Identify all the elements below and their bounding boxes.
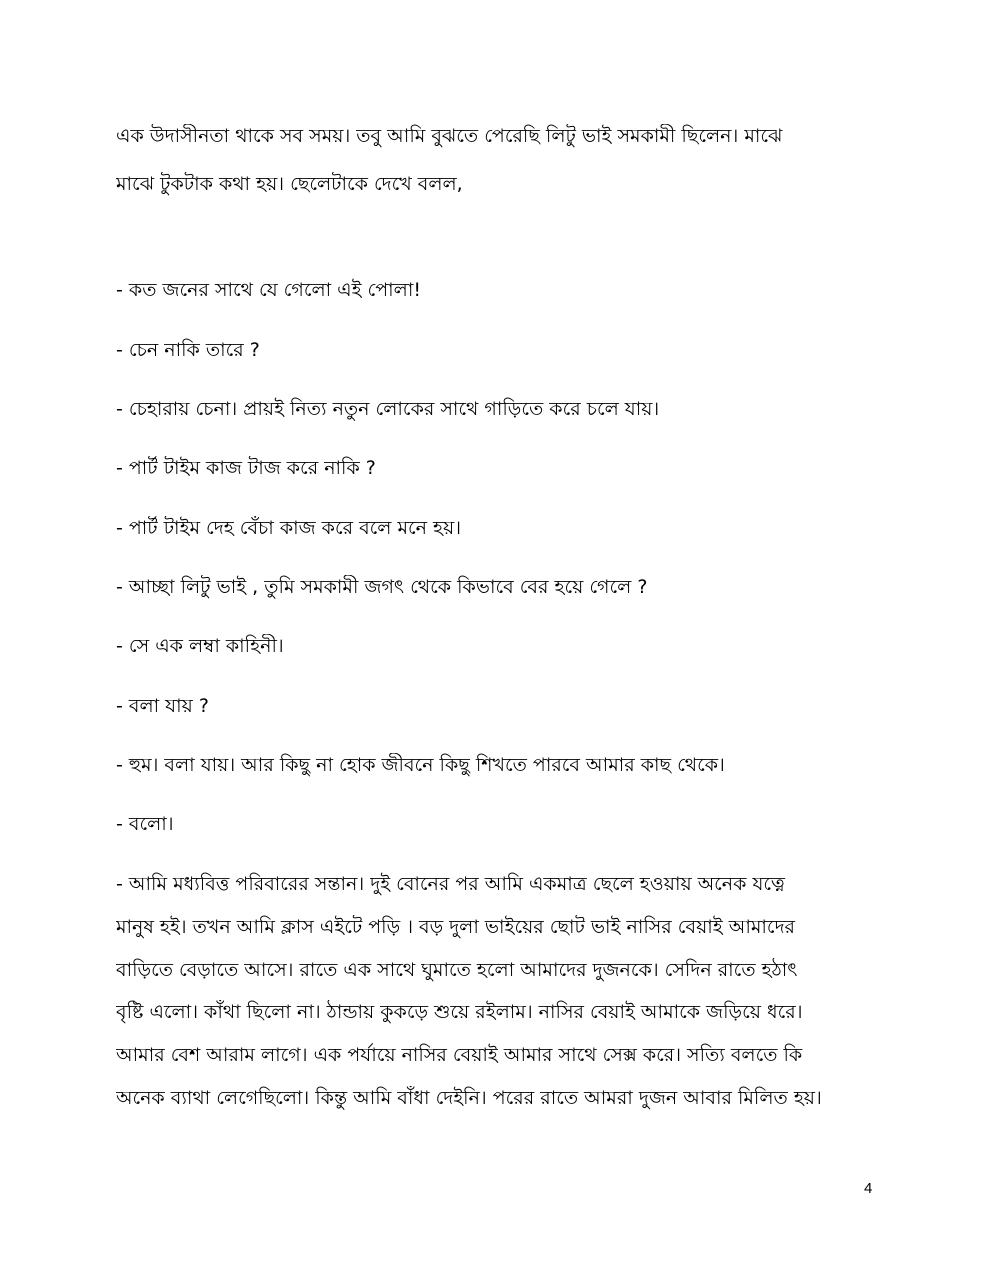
dialogue-line: - বলা যায় ?: [116, 695, 209, 717]
paragraph-line: আমার বেশ আরাম লাগে। এক পর্যায়ে নাসির বেয়াই আমার সাথে সেক্স করে। সত্যি বলতে কি: [116, 1044, 803, 1066]
dialogue-line: - চেন নাকি তারে ?: [116, 339, 260, 361]
dialogue-line: - চেহারায় চেনা। প্রায়ই নিত্য নতুন লোকের সাথে গাড়িতে করে চলে যায়।: [116, 398, 660, 420]
paragraph-line: বৃষ্টি এলো। কাঁথা ছিলো না। ঠান্ডায় কুকড়ে শুয়ে রইলাম। নাসির বেয়াই আমাকে জড়িয়ে ধরে।: [116, 1001, 803, 1023]
paragraph-line: মানুষ হই। তখন আমি ক্লাস এইটে পড়ি । বড় দুলা ভাইয়ের ছোট ভাই নাসির বেয়াই আমাদের: [116, 916, 795, 938]
paragraph-line: মাঝে টুকটাক কথা হয়। ছেলেটাকে দেখে বলল,: [116, 173, 463, 195]
paragraph-line: বাড়িতে বেড়াতে আসে। রাতে এক সাথে ঘুমাতে হলো আমাদের দুজনকে। সেদিন রাতে হঠাৎ: [116, 959, 798, 981]
paragraph-line: - আমি মধ্যবিত্ত পরিবারের সন্তান। দুই বোনের পর আমি একমাত্র ছেলে হওয়ায় অনেক যত্নে: [116, 873, 785, 895]
dialogue-line: - পার্ট টাইম কাজ টাজ করে নাকি ?: [116, 457, 376, 479]
paragraph-line: অনেক ব্যাথা লেগেছিলো। কিন্তু আমি বাঁধা দেইনি। পরের রাতে আমরা দুজন আবার মিলিত হয়।: [116, 1087, 822, 1109]
dialogue-line: - পার্ট টাইম দেহ বেঁচা কাজ করে বলে মনে হয়।: [116, 517, 462, 539]
dialogue-line: - সে এক লম্বা কাহিনী।: [116, 635, 284, 657]
dialogue-line: - আচ্ছা লিটু ভাই , তুমি সমকামী জগৎ থেকে কিভাবে বের হয়ে গেলে ?: [116, 576, 648, 598]
dialogue-line: - কত জনের সাথে যে গেলো এই পোলা!: [116, 279, 421, 301]
page-number: 4: [864, 1180, 873, 1197]
dialogue-line: - হুম। বলা যায়। আর কিছু না হোক জীবনে কিছু শিখতে পারবে আমার কাছ থেকে।: [116, 754, 725, 776]
paragraph-line: এক উদাসীনতা থাকে সব সময়। তবু আমি বুঝতে পেরেছি লিটু ভাই সমকামী ছিলেন। মাঝে: [116, 125, 783, 147]
dialogue-line: - বলো।: [116, 813, 174, 835]
